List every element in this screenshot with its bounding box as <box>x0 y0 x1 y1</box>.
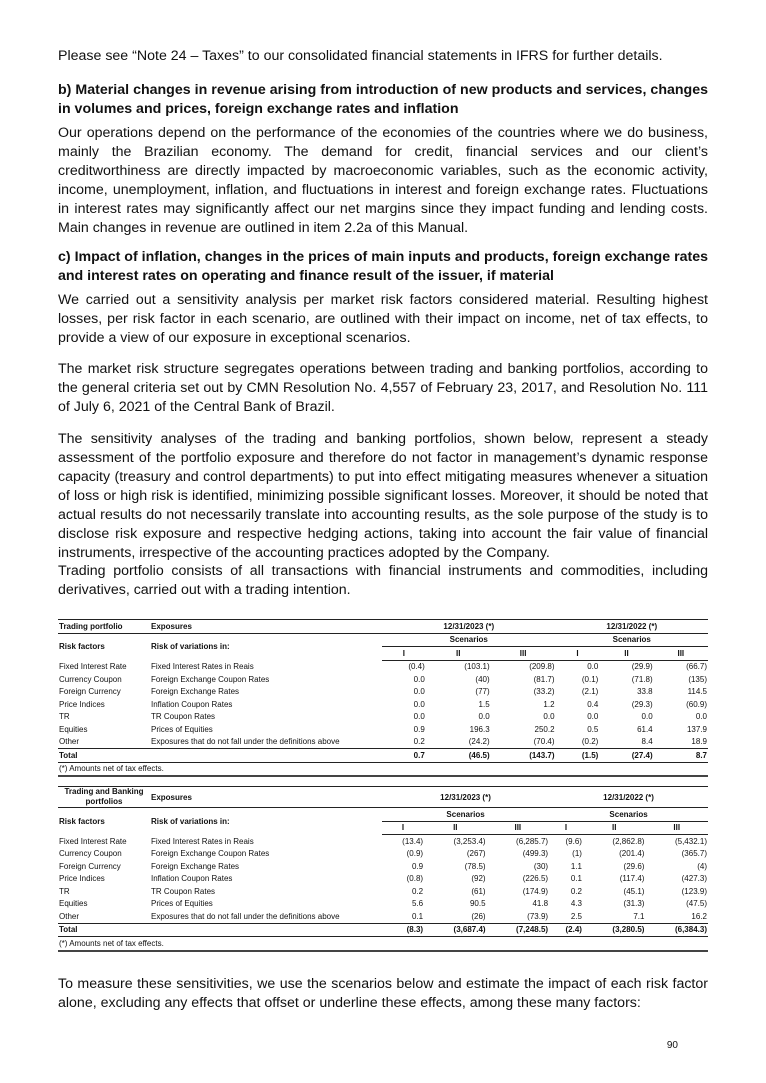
paragraph-c1: We carried out a sensitivity analysis per market risk factors considered material. Resulting highest losses, per risk factor in each scenario, are outlined with their impact on income, net of tax effects, to provide a view of our exposure in exceptional scenarios. <box>58 292 708 346</box>
value-cell: (103.1) <box>464 662 490 672</box>
paragraph-c2: The market risk structure segregates operations between trading and banking portfolios, according to the general criteria set out by CMN Resolution No. 4,557 of February 23, 2017, and Resolution No. 111 of July 6, 2021 of the Central Bank of Brazil. <box>58 361 708 415</box>
total-value: 8.7 <box>654 749 708 763</box>
value-cell: (73.9) <box>527 911 549 921</box>
value-cell: (0.2) <box>581 737 599 747</box>
exposure: TR Coupon Rates <box>151 712 216 722</box>
value-cell: (33.2) <box>533 687 555 697</box>
scenarios-header: Scenarios <box>549 808 708 822</box>
heading-c: c) Impact of inflation, changes in the prices of main inputs and products, foreign exchange rates and interest rates on operating and finance result of the issuer, if material <box>58 249 708 284</box>
value-cell: (6,285.7) <box>516 836 549 846</box>
value-cell: 61.4 <box>637 724 653 734</box>
value-cell: 2.5 <box>570 911 582 921</box>
value-cell: (77) <box>475 687 490 697</box>
total-value: (143.7) <box>491 749 556 763</box>
total-value: (7,248.5) <box>487 923 550 937</box>
value-cell: (0.1) <box>581 674 599 684</box>
value-cell: (92) <box>471 874 486 884</box>
exposures-header: Exposures <box>150 787 382 808</box>
value-cell: (0.4) <box>408 662 425 672</box>
exposure: Foreign Exchange Rates <box>151 687 240 697</box>
total-value: (46.5) <box>426 749 491 763</box>
value-cell: 33.8 <box>637 687 653 697</box>
paragraph-b: Our operations depend on the performance of the economies of the countries where we do business, mainly the Brazilian economy. The demand for credit, financial services and our client’s creditworthiness are directly impacted by macroeconomic variables, such as the economic activity, income, unemployment, inflation, and fluctuations in interest and foreign exchange rates. Fluctuations in interest rates may significantly affect our net margins since they impact funding and lending costs. Main changes in revenue are outlined in item 2.2a of this Manual. <box>58 125 708 236</box>
value-cell: (117.4) <box>619 874 645 884</box>
table-title: Trading and Banking portfolios <box>58 787 150 808</box>
scenario-label: I <box>556 647 600 661</box>
value-cell: 0.0 <box>413 712 425 722</box>
total-value: (2.4) <box>549 923 583 937</box>
scenario-label: II <box>424 821 487 835</box>
value-cell: 0.1 <box>411 911 424 921</box>
value-cell: 114.5 <box>687 687 707 697</box>
risk-factor: Foreign Currency <box>59 861 121 871</box>
value-cell: (70.4) <box>533 737 555 747</box>
risk-factors-header: Risk factors <box>59 642 105 652</box>
value-cell: 0.0 <box>413 699 425 709</box>
scenario-header-row <box>58 808 708 822</box>
table-row <box>58 723 708 736</box>
risk-factor: Price Indices <box>59 874 105 884</box>
value-cell: 18.9 <box>691 737 707 747</box>
risk-factor: Price Indices <box>59 699 105 709</box>
value-cell: 16.2 <box>691 911 707 921</box>
value-cell: 1.5 <box>478 699 490 709</box>
risk-factor: Fixed Interest Rate <box>59 662 127 671</box>
value-cell: (29.6) <box>623 861 645 871</box>
date-header: 12/31/2022 (*) <box>549 787 708 808</box>
intro-text: Please see “Note 24 – Taxes” to our consolidated financial statements in IFRS for further details. <box>58 48 663 64</box>
table-row <box>58 673 708 686</box>
value-cell: 0.2 <box>413 737 425 747</box>
trading-banking-portfolio-table <box>58 786 708 952</box>
table-row <box>58 736 708 749</box>
value-cell: (60.9) <box>686 699 707 709</box>
total-value: (3,687.4) <box>424 923 487 937</box>
scenario-label: II <box>599 647 653 661</box>
table-row <box>58 860 708 873</box>
exposures-header: Exposures <box>150 620 382 634</box>
value-cell: (2.1) <box>581 687 599 697</box>
exposure: Foreign Exchange Coupon Rates <box>151 674 270 684</box>
value-cell: (226.5) <box>522 874 549 884</box>
table-row <box>58 835 708 848</box>
scenario-label: I <box>549 821 583 835</box>
scenarios-header: Scenarios <box>382 808 549 822</box>
risk-factor: TR <box>59 886 70 896</box>
scenarios-header: Scenarios <box>556 633 708 647</box>
value-cell: 137.9 <box>686 724 707 734</box>
value-cell: 250.2 <box>534 724 555 734</box>
exposure: Fixed Interest Rates in Reais <box>151 836 254 846</box>
scenario-label: III <box>645 821 708 835</box>
footnote-row <box>58 762 708 776</box>
value-cell: 0.0 <box>478 712 490 722</box>
value-cell: 0.0 <box>413 674 425 684</box>
total-value <box>150 749 382 763</box>
total-value: (1.5) <box>556 749 600 763</box>
scenario-label: II <box>583 821 646 835</box>
total-value: 0.7 <box>382 749 426 763</box>
value-cell: 0.0 <box>543 712 555 722</box>
value-cell: (45.1) <box>623 886 645 896</box>
value-cell: 1.1 <box>570 861 582 871</box>
total-value: (8.3) <box>382 923 424 937</box>
exposure: Inflation Coupon Rates <box>151 874 233 884</box>
value-cell: (9.6) <box>565 836 582 846</box>
date-header: 12/31/2023 (*) <box>382 787 549 808</box>
value-cell: 0.9 <box>411 861 424 871</box>
value-cell: (24.2) <box>468 737 490 747</box>
risk-variations-header: Risk of variations in: <box>151 816 230 826</box>
value-cell: (209.8) <box>529 662 555 672</box>
total-value <box>150 923 382 937</box>
table-row <box>58 848 708 861</box>
value-cell: (0.9) <box>406 849 424 859</box>
scenario-header-row <box>58 633 708 647</box>
exposure: TR Coupon Rates <box>151 886 216 896</box>
total-value: (27.4) <box>599 749 653 763</box>
value-cell: 5.6 <box>411 899 424 909</box>
risk-factor: Equities <box>59 899 88 909</box>
value-cell: (2,862.8) <box>612 836 645 846</box>
value-cell: (31.3) <box>623 899 645 909</box>
value-cell: (29.3) <box>631 699 653 709</box>
exposure: Inflation Coupon Rates <box>151 699 233 709</box>
value-cell: (499.3) <box>522 849 549 859</box>
value-cell: (61) <box>471 886 486 896</box>
date-header: 12/31/2023 (*) <box>382 620 556 634</box>
total-label: Total <box>58 749 150 763</box>
risk-factors-header: Risk factors <box>59 816 105 826</box>
total-value: (3,280.5) <box>583 923 646 937</box>
table-header-row <box>58 787 708 808</box>
value-cell: (81.7) <box>533 674 555 684</box>
total-row <box>58 923 708 937</box>
table-row <box>58 885 708 898</box>
value-cell: (123.9) <box>681 886 707 896</box>
scenario-label: III <box>491 647 556 661</box>
table-header-row <box>58 620 708 634</box>
value-cell: (201.4) <box>619 849 645 859</box>
table-row <box>58 898 708 911</box>
value-cell: 0.4 <box>587 699 599 709</box>
value-cell: (3,253.4) <box>453 836 486 846</box>
value-cell: (267) <box>466 849 486 859</box>
exposure: Prices of Equities <box>151 899 213 909</box>
exposure: Exposures that do not fall under the definitions above <box>151 737 340 747</box>
value-cell: 0.5 <box>587 724 599 734</box>
page-number: 90 <box>666 1040 678 1051</box>
value-cell: 4.3 <box>570 899 582 909</box>
scenario-label: I <box>382 647 426 661</box>
value-cell: 0.0 <box>587 712 599 722</box>
value-cell: (365.7) <box>681 849 707 859</box>
value-cell: (427.3) <box>681 874 707 884</box>
value-cell: (26) <box>471 911 486 921</box>
value-cell: 0.0 <box>413 687 425 697</box>
table-row <box>58 711 708 724</box>
date-header: 12/31/2022 (*) <box>556 620 708 634</box>
value-cell: 90.5 <box>469 899 486 909</box>
risk-factor: Other <box>59 911 80 921</box>
value-cell: (78.5) <box>464 861 486 871</box>
risk-variations-header: Risk of variations in: <box>151 642 230 652</box>
value-cell: 0.1 <box>570 874 582 884</box>
trading-portfolio-table <box>58 619 708 777</box>
table-row <box>58 660 708 673</box>
value-cell: 7.1 <box>633 911 645 921</box>
table-footnote: (*) Amounts net of tax effects. <box>58 937 708 951</box>
table-title: Trading portfolio <box>58 620 150 634</box>
exposure: Foreign Exchange Rates <box>151 861 240 871</box>
table-row <box>58 873 708 886</box>
value-cell: 8.4 <box>641 737 653 747</box>
value-cell: (40) <box>475 674 490 684</box>
scenario-label: I <box>382 821 424 835</box>
total-label: Total <box>58 923 150 937</box>
scenarios-header: Scenarios <box>382 633 556 647</box>
risk-factor: Currency Coupon <box>59 674 122 684</box>
value-cell: 0.0 <box>695 712 707 722</box>
table-footnote: (*) Amounts net of tax effects. <box>58 762 708 776</box>
footnote-row <box>58 937 708 951</box>
exposure: Prices of Equities <box>151 724 213 734</box>
risk-factor: TR <box>59 712 70 722</box>
paragraph-c3: The sensitivity analyses of the trading and banking portfolios, shown below, represent a steady assessment of the portfolio exposure and therefore do not factor in management’s dynamic response capacity (treasury and control departments) to put into effect mitigating measures whenever a situation of loss or high risk is identified, minimizing possible significant losses. Moreover, it should be noted that actual results do not necessarily translate into accounting results, as the sole purpose of the study is to disclose risk exposure and respective hedging actions, taking into account the fair value of financial instruments, irrespective of the accounting practices adopted by the Company. <box>58 431 708 561</box>
scenario-label: II <box>426 647 491 661</box>
value-cell: 1.2 <box>543 699 555 709</box>
value-cell: (1) <box>572 849 582 859</box>
value-cell: 0.9 <box>413 724 425 734</box>
value-cell: (135) <box>688 674 707 684</box>
table-row <box>58 686 708 699</box>
value-cell: (30) <box>533 861 549 871</box>
value-cell: (0.8) <box>406 874 424 884</box>
value-cell: (71.8) <box>631 674 653 684</box>
total-value: (6,384.3) <box>645 923 708 937</box>
risk-factor: Foreign Currency <box>59 687 121 697</box>
value-cell: 0.2 <box>570 886 582 896</box>
scenario-label: III <box>654 647 708 661</box>
value-cell: 0.2 <box>411 886 424 896</box>
value-cell: (29.9) <box>631 662 653 672</box>
value-cell: (66.7) <box>686 662 707 672</box>
paragraph-c4: Trading portfolio consists of all transactions with financial instruments and commodities, including derivatives, carried out with a trading intention. <box>58 563 708 598</box>
value-cell: 196.3 <box>469 724 490 734</box>
risk-factor: Currency Coupon <box>59 849 122 859</box>
value-cell: (5,432.1) <box>674 836 707 846</box>
total-row <box>58 749 708 763</box>
closing-text: To measure these sensitivities, we use the scenarios below and estimate the impact of each risk factor alone, excluding any effects that offset or underline these effects, among these many factors: <box>58 976 708 1011</box>
exposure: Foreign Exchange Coupon Rates <box>151 849 270 859</box>
scenario-label: III <box>487 821 550 835</box>
exposure: Exposures that do not fall under the definitions above <box>151 911 340 921</box>
value-cell: (47.5) <box>686 899 707 909</box>
exposure: Fixed Interest Rates in Reais <box>151 662 254 671</box>
value-cell: (4) <box>697 861 707 871</box>
risk-factor: Other <box>59 737 80 747</box>
heading-b: b) Material changes in revenue arising from introduction of new products and services, changes in volumes and prices, foreign exchange rates and inflation <box>58 82 708 117</box>
value-cell: 0.0 <box>641 712 653 722</box>
table-row <box>58 910 708 923</box>
risk-factor: Equities <box>59 724 88 734</box>
risk-factor: Fixed Interest Rate <box>59 836 127 846</box>
value-cell: (13.4) <box>402 836 424 846</box>
value-cell: 0.0 <box>587 662 599 672</box>
value-cell: (174.9) <box>522 886 549 896</box>
value-cell: 41.8 <box>532 899 549 909</box>
table-row <box>58 698 708 711</box>
